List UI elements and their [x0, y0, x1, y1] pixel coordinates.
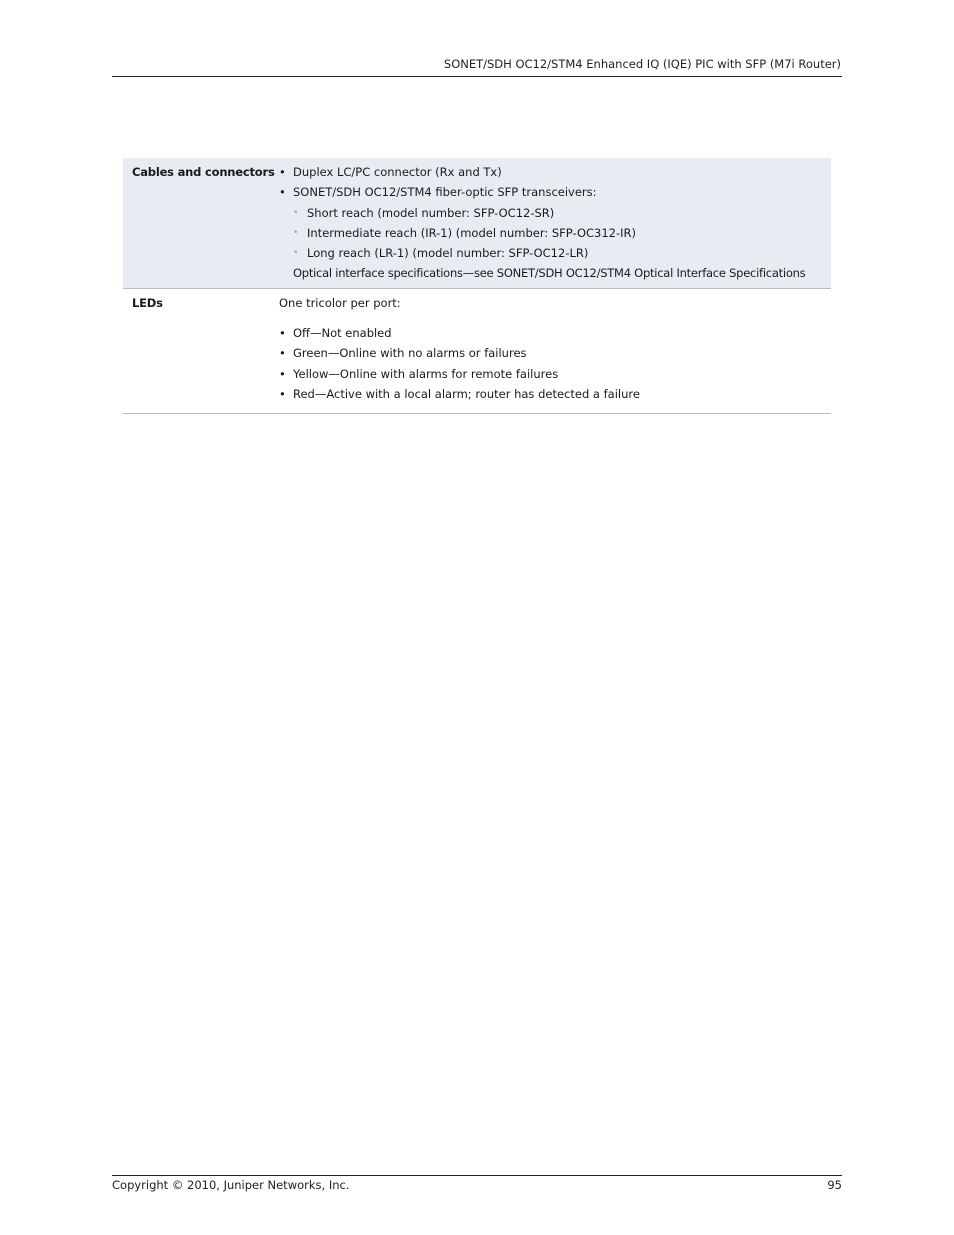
list-item: • Green—Online with no alarms or failures — [279, 343, 831, 363]
spec-row-leds — [123, 289, 831, 413]
list-item: • Red—Active with a local alarm; router has detected a failure — [279, 384, 831, 404]
sub-bullet-icon: • — [293, 248, 299, 259]
row-divider — [123, 413, 831, 414]
list-item: • Off—Not enabled — [279, 323, 831, 343]
spec-label-leds — [123, 293, 279, 404]
list-item: • Duplex LC/PC connector (Rx and Tx) — [279, 162, 831, 182]
bullet-icon: • — [279, 386, 286, 401]
running-header: SONET/SDH OC12/STM4 Enhanced IQ (IQE) PIC with SFP (M7i Router) — [443, 57, 841, 71]
copyright-text: Copyright © 2010, Juniper Networks, Inc. — [112, 1178, 350, 1192]
sub-list-item: • Short reach (model number: SFP-OC12-SR) — [279, 203, 831, 223]
bullet-icon: • — [279, 165, 286, 179]
header-rule — [112, 76, 842, 77]
spec-table — [123, 158, 831, 414]
spec-value-cables — [279, 162, 831, 284]
bullet-icon: • — [279, 366, 286, 381]
sub-bullet-icon: • — [293, 227, 299, 238]
optical-spec-note: Optical interface specifications—see SONET/SDH OC12/STM4 Optical Interface Specifications — [293, 266, 806, 281]
row-label: LEDs — [132, 295, 163, 310]
sub-list-item: • Long reach (LR-1) (model number: SFP-OC12-LR) — [279, 243, 831, 263]
spec-label-cables — [123, 162, 279, 284]
spec-value-leds — [279, 293, 831, 404]
bullet-icon: • — [279, 326, 286, 341]
page-number: 95 — [827, 1178, 842, 1192]
sub-bullet-icon: • — [293, 207, 299, 218]
leds-intro: One tricolor per port: — [279, 295, 401, 310]
bullet-icon: • — [279, 185, 286, 200]
bullet-icon: • — [279, 346, 286, 361]
sub-list-item: • Intermediate reach (IR-1) (model number: SFP-OC312-IR) — [279, 223, 831, 243]
spec-row-cables — [123, 158, 831, 288]
row-label: Cables and connectors — [132, 165, 275, 179]
list-item: • Yellow—Online with alarms for remote failures — [279, 364, 831, 384]
footer-rule — [112, 1175, 842, 1176]
list-item: • SONET/SDH OC12/STM4 fiber-optic SFP transceivers: — [279, 182, 831, 202]
